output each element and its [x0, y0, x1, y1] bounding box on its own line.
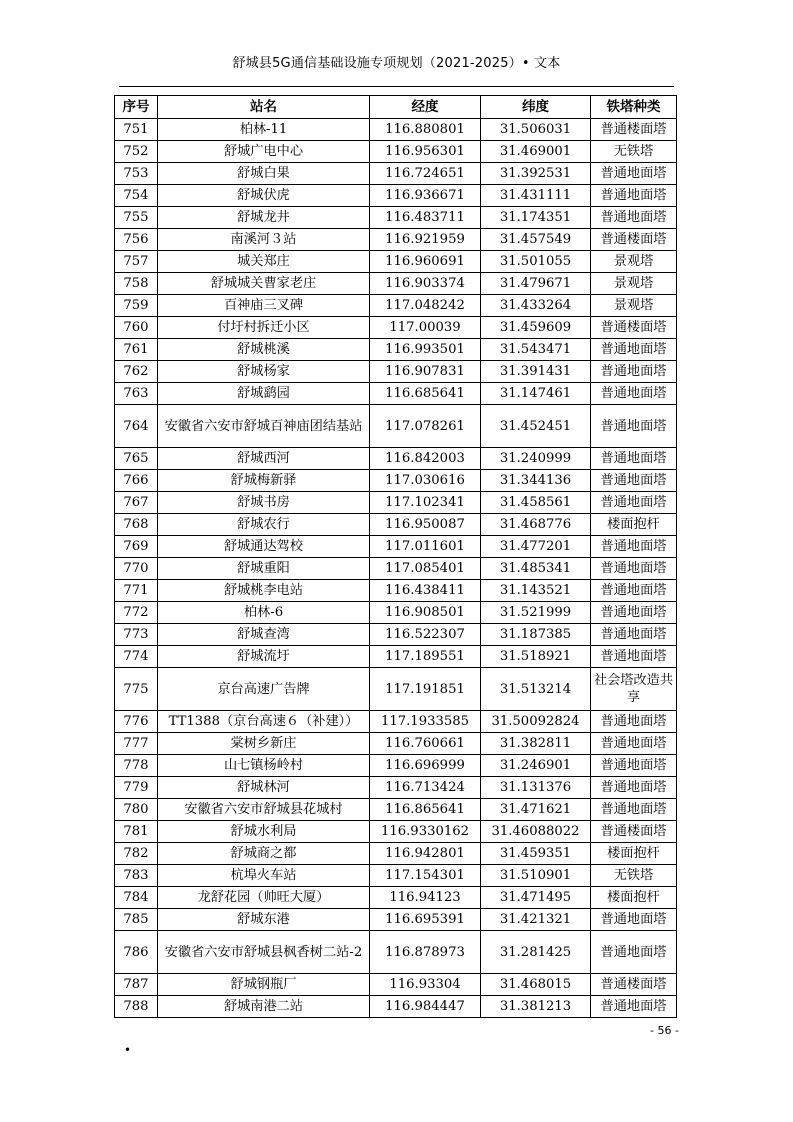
cell-tower-type: 普通地面塔 — [591, 339, 677, 361]
cell-tower-type: 普通地面塔 — [591, 492, 677, 514]
cell-tower-type: 普通地面塔 — [591, 996, 677, 1018]
header-longitude: 经度 — [370, 96, 481, 119]
cell-longitude: 117.085401 — [370, 558, 481, 580]
cell-seq: 766 — [115, 470, 158, 492]
cell-tower-type: 普通地面塔 — [591, 733, 677, 755]
cell-latitude: 31.344136 — [481, 470, 591, 492]
cell-name: 百神庙三叉碑 — [158, 295, 370, 317]
table-row — [115, 799, 677, 821]
table-row — [115, 514, 677, 536]
cell-latitude: 31.421321 — [481, 909, 591, 931]
cell-longitude: 117.030616 — [370, 470, 481, 492]
cell-tower-type: 楼面抱杆 — [591, 887, 677, 909]
cell-seq: 780 — [115, 799, 158, 821]
table-row — [115, 163, 677, 185]
cell-tower-type: 普通地面塔 — [591, 405, 677, 448]
cell-tower-type: 无铁塔 — [591, 141, 677, 163]
cell-tower-type: 普通楼面塔 — [591, 821, 677, 843]
cell-latitude: 31.469001 — [481, 141, 591, 163]
table-row — [115, 448, 677, 470]
cell-longitude: 116.9330162 — [370, 821, 481, 843]
cell-name: 柏林-11 — [158, 119, 370, 141]
cell-latitude: 31.459609 — [481, 317, 591, 339]
cell-tower-type: 普通地面塔 — [591, 711, 677, 733]
cell-tower-type: 普通楼面塔 — [591, 119, 677, 141]
cell-longitude: 117.00039 — [370, 317, 481, 339]
table-row — [115, 361, 677, 383]
cell-longitude: 117.1933585 — [370, 711, 481, 733]
cell-tower-type: 普通地面塔 — [591, 163, 677, 185]
cell-seq: 768 — [115, 514, 158, 536]
table-row — [115, 668, 677, 711]
cell-seq: 764 — [115, 405, 158, 448]
cell-latitude: 31.392531 — [481, 163, 591, 185]
cell-name: TT1388（京台高速６（补建）） — [158, 711, 370, 733]
table-body — [115, 119, 677, 1018]
cell-longitude: 116.685641 — [370, 383, 481, 405]
cell-longitude: 116.483711 — [370, 207, 481, 229]
cell-longitude: 117.102341 — [370, 492, 481, 514]
cell-longitude: 116.960691 — [370, 251, 481, 273]
cell-longitude: 116.713424 — [370, 777, 481, 799]
cell-tower-type: 景观塔 — [591, 251, 677, 273]
cell-tower-type: 普通地面塔 — [591, 536, 677, 558]
cell-name: 舒城城关曹家老庄 — [158, 273, 370, 295]
table-row — [115, 821, 677, 843]
cell-latitude: 31.382811 — [481, 733, 591, 755]
cell-longitude: 116.936671 — [370, 185, 481, 207]
header-seq: 序号 — [115, 96, 158, 119]
cell-name: 城关郑庄 — [158, 251, 370, 273]
cell-seq: 758 — [115, 273, 158, 295]
cell-tower-type: 普通地面塔 — [591, 624, 677, 646]
cell-name: 舒城通达驾校 — [158, 536, 370, 558]
cell-seq: 754 — [115, 185, 158, 207]
cell-latitude: 31.459351 — [481, 843, 591, 865]
cell-latitude: 31.452451 — [481, 405, 591, 448]
cell-latitude: 31.131376 — [481, 777, 591, 799]
cell-longitude: 116.878973 — [370, 931, 481, 974]
table-row — [115, 405, 677, 448]
cell-longitude: 117.048242 — [370, 295, 481, 317]
cell-name: 舒城龙井 — [158, 207, 370, 229]
cell-latitude: 31.543471 — [481, 339, 591, 361]
cell-longitude: 116.907831 — [370, 361, 481, 383]
cell-latitude: 31.513214 — [481, 668, 591, 711]
cell-seq: 772 — [115, 602, 158, 624]
table-row — [115, 711, 677, 733]
table-row — [115, 733, 677, 755]
table-row — [115, 185, 677, 207]
cell-latitude: 31.471495 — [481, 887, 591, 909]
table-row — [115, 996, 677, 1018]
cell-name: 安徽省六安市舒城县花城村 — [158, 799, 370, 821]
cell-name: 舒城东港 — [158, 909, 370, 931]
cell-tower-type: 普通楼面塔 — [591, 317, 677, 339]
table-row — [115, 777, 677, 799]
document-header: 舒城县5G通信基础设施专项规划（2021-2025）• 文本 — [232, 56, 561, 71]
cell-name: 龙舒花园（帅旺大厦） — [158, 887, 370, 909]
cell-seq: 771 — [115, 580, 158, 602]
cell-seq: 777 — [115, 733, 158, 755]
table-row — [115, 492, 677, 514]
cell-name: 舒城钢瓶厂 — [158, 974, 370, 996]
cell-name: 舒城梅新驿 — [158, 470, 370, 492]
cell-seq: 776 — [115, 711, 158, 733]
cell-longitude: 116.865641 — [370, 799, 481, 821]
cell-seq: 755 — [115, 207, 158, 229]
cell-longitude: 117.191851 — [370, 668, 481, 711]
table-row — [115, 317, 677, 339]
table-row — [115, 646, 677, 668]
cell-name: 柏林-6 — [158, 602, 370, 624]
cell-latitude: 31.381213 — [481, 996, 591, 1018]
cell-seq: 770 — [115, 558, 158, 580]
cell-seq: 781 — [115, 821, 158, 843]
cell-seq: 761 — [115, 339, 158, 361]
cell-tower-type: 普通地面塔 — [591, 909, 677, 931]
cell-tower-type: 普通地面塔 — [591, 383, 677, 405]
table-header-row — [115, 96, 677, 119]
cell-longitude: 116.921959 — [370, 229, 481, 251]
table-row — [115, 887, 677, 909]
cell-name: 南溪河３站 — [158, 229, 370, 251]
header-divider — [119, 86, 674, 87]
cell-tower-type: 普通地面塔 — [591, 646, 677, 668]
cell-name: 舒城商之都 — [158, 843, 370, 865]
table-row — [115, 229, 677, 251]
cell-seq: 775 — [115, 668, 158, 711]
cell-tower-type: 普通地面塔 — [591, 580, 677, 602]
cell-name: 舒城杨家 — [158, 361, 370, 383]
cell-longitude: 116.993501 — [370, 339, 481, 361]
page-number: - 56 - — [650, 1024, 679, 1037]
cell-tower-type: 普通地面塔 — [591, 185, 677, 207]
cell-name: 舒城广电中心 — [158, 141, 370, 163]
cell-longitude: 116.695391 — [370, 909, 481, 931]
cell-latitude: 31.240999 — [481, 448, 591, 470]
cell-latitude: 31.477201 — [481, 536, 591, 558]
cell-name: 舒城伏虎 — [158, 185, 370, 207]
cell-name: 舒城林河 — [158, 777, 370, 799]
cell-name: 杭埠火车站 — [158, 865, 370, 887]
cell-longitude: 116.903374 — [370, 273, 481, 295]
cell-name: 舒城流圩 — [158, 646, 370, 668]
table-row — [115, 865, 677, 887]
cell-name: 京台高速广告牌 — [158, 668, 370, 711]
cell-longitude: 116.950087 — [370, 514, 481, 536]
cell-tower-type: 普通楼面塔 — [591, 974, 677, 996]
cell-latitude: 31.521999 — [481, 602, 591, 624]
cell-latitude: 31.518921 — [481, 646, 591, 668]
cell-tower-type: 普通地面塔 — [591, 558, 677, 580]
table-row — [115, 251, 677, 273]
cell-seq: 765 — [115, 448, 158, 470]
cell-seq: 779 — [115, 777, 158, 799]
table-row — [115, 624, 677, 646]
cell-seq: 751 — [115, 119, 158, 141]
cell-seq: 759 — [115, 295, 158, 317]
cell-longitude: 116.94123 — [370, 887, 481, 909]
cell-longitude: 116.842003 — [370, 448, 481, 470]
cell-seq: 782 — [115, 843, 158, 865]
cell-seq: 778 — [115, 755, 158, 777]
cell-latitude: 31.50092824 — [481, 711, 591, 733]
cell-latitude: 31.457549 — [481, 229, 591, 251]
cell-longitude: 116.93304 — [370, 974, 481, 996]
cell-tower-type: 普通地面塔 — [591, 448, 677, 470]
cell-latitude: 31.46088022 — [481, 821, 591, 843]
table-row — [115, 383, 677, 405]
cell-longitude: 116.760661 — [370, 733, 481, 755]
cell-longitude: 116.438411 — [370, 580, 481, 602]
cell-name: 舒城查湾 — [158, 624, 370, 646]
cell-latitude: 31.433264 — [481, 295, 591, 317]
cell-longitude: 116.522307 — [370, 624, 481, 646]
footer-bullet: • — [124, 1043, 132, 1057]
cell-name: 舒城桃李电站 — [158, 580, 370, 602]
cell-name: 棠树乡新庄 — [158, 733, 370, 755]
table-row — [115, 141, 677, 163]
cell-latitude: 31.143521 — [481, 580, 591, 602]
cell-latitude: 31.501055 — [481, 251, 591, 273]
cell-longitude: 116.942801 — [370, 843, 481, 865]
cell-tower-type: 普通地面塔 — [591, 755, 677, 777]
cell-latitude: 31.187385 — [481, 624, 591, 646]
table-row — [115, 119, 677, 141]
table-row — [115, 974, 677, 996]
cell-seq: 756 — [115, 229, 158, 251]
table-row — [115, 339, 677, 361]
cell-name: 舒城西河 — [158, 448, 370, 470]
cell-tower-type: 普通地面塔 — [591, 207, 677, 229]
cell-latitude: 31.391431 — [481, 361, 591, 383]
cell-tower-type: 普通地面塔 — [591, 361, 677, 383]
table-row — [115, 536, 677, 558]
cell-name: 舒城水利局 — [158, 821, 370, 843]
table-row — [115, 602, 677, 624]
cell-seq: 762 — [115, 361, 158, 383]
header-tower-type: 铁塔种类 — [591, 96, 677, 119]
cell-tower-type: 普通地面塔 — [591, 602, 677, 624]
cell-latitude: 31.479671 — [481, 273, 591, 295]
table-row — [115, 295, 677, 317]
cell-latitude: 31.246901 — [481, 755, 591, 777]
cell-latitude: 31.485341 — [481, 558, 591, 580]
cell-seq: 786 — [115, 931, 158, 974]
table-row — [115, 273, 677, 295]
cell-seq: 767 — [115, 492, 158, 514]
cell-latitude: 31.510901 — [481, 865, 591, 887]
header-name: 站名 — [158, 96, 370, 119]
cell-longitude: 116.984447 — [370, 996, 481, 1018]
cell-longitude: 116.880801 — [370, 119, 481, 141]
table-row — [115, 843, 677, 865]
cell-latitude: 31.506031 — [481, 119, 591, 141]
cell-latitude: 31.471621 — [481, 799, 591, 821]
table-row — [115, 207, 677, 229]
cell-tower-type: 普通地面塔 — [591, 470, 677, 492]
cell-longitude: 117.078261 — [370, 405, 481, 448]
cell-longitude: 117.154301 — [370, 865, 481, 887]
table-row — [115, 580, 677, 602]
cell-tower-type: 景观塔 — [591, 295, 677, 317]
cell-name: 安徽省六安市舒城县枫香树二站-2 — [158, 931, 370, 974]
cell-latitude: 31.281425 — [481, 931, 591, 974]
cell-tower-type: 楼面抱杆 — [591, 514, 677, 536]
cell-name: 舒城书房 — [158, 492, 370, 514]
cell-seq: 788 — [115, 996, 158, 1018]
cell-latitude: 31.147461 — [481, 383, 591, 405]
cell-longitude: 116.908501 — [370, 602, 481, 624]
cell-longitude: 117.011601 — [370, 536, 481, 558]
cell-longitude: 117.189551 — [370, 646, 481, 668]
base-station-table — [114, 95, 677, 1018]
cell-longitude: 116.956301 — [370, 141, 481, 163]
table-row — [115, 909, 677, 931]
cell-tower-type: 普通楼面塔 — [591, 229, 677, 251]
table-row — [115, 558, 677, 580]
cell-seq: 784 — [115, 887, 158, 909]
cell-seq: 787 — [115, 974, 158, 996]
cell-latitude: 31.431111 — [481, 185, 591, 207]
cell-seq: 773 — [115, 624, 158, 646]
cell-seq: 753 — [115, 163, 158, 185]
table-row — [115, 931, 677, 974]
cell-tower-type: 普通地面塔 — [591, 799, 677, 821]
cell-seq: 774 — [115, 646, 158, 668]
cell-tower-type: 景观塔 — [591, 273, 677, 295]
cell-name: 山七镇杨岭村 — [158, 755, 370, 777]
header-latitude: 纬度 — [481, 96, 591, 119]
cell-tower-type: 无铁塔 — [591, 865, 677, 887]
cell-tower-type: 普通地面塔 — [591, 931, 677, 974]
cell-seq: 785 — [115, 909, 158, 931]
cell-seq: 757 — [115, 251, 158, 273]
cell-seq: 783 — [115, 865, 158, 887]
cell-longitude: 116.696999 — [370, 755, 481, 777]
cell-name: 安徽省六安市舒城百神庙团结基站 — [158, 405, 370, 448]
cell-name: 舒城鹞园 — [158, 383, 370, 405]
cell-seq: 752 — [115, 141, 158, 163]
table-row — [115, 755, 677, 777]
cell-name: 舒城南港二站 — [158, 996, 370, 1018]
cell-tower-type: 楼面抱杆 — [591, 843, 677, 865]
cell-name: 舒城白果 — [158, 163, 370, 185]
cell-latitude: 31.174351 — [481, 207, 591, 229]
cell-tower-type: 普通地面塔 — [591, 777, 677, 799]
cell-tower-type: 社会塔改造共享 — [591, 668, 677, 711]
cell-latitude: 31.468776 — [481, 514, 591, 536]
cell-name: 舒城重阳 — [158, 558, 370, 580]
cell-seq: 769 — [115, 536, 158, 558]
cell-name: 舒城桃溪 — [158, 339, 370, 361]
cell-name: 舒城农行 — [158, 514, 370, 536]
table-row — [115, 470, 677, 492]
cell-name: 付圩村拆迁小区 — [158, 317, 370, 339]
cell-seq: 763 — [115, 383, 158, 405]
cell-longitude: 116.724651 — [370, 163, 481, 185]
cell-seq: 760 — [115, 317, 158, 339]
cell-latitude: 31.458561 — [481, 492, 591, 514]
cell-latitude: 31.468015 — [481, 974, 591, 996]
